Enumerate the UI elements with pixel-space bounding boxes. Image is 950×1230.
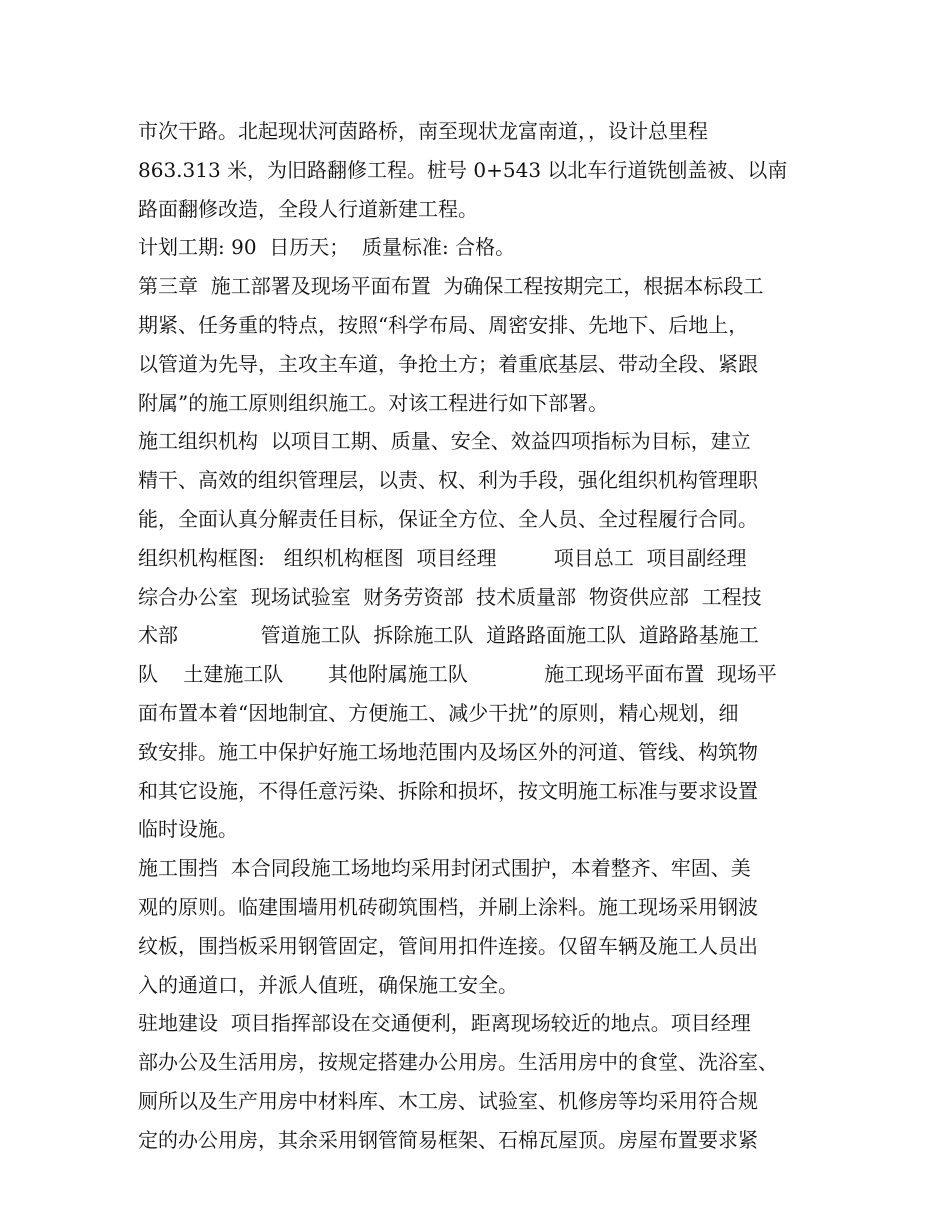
text-line-10: 精干、高效的组织管理层，以责、权、利为手段，强化组织机构管理职 xyxy=(138,468,758,493)
text-line-26: 厕所以及生产用房中材料库、木工房、试验室、机修房等均采用符合规 xyxy=(138,1088,758,1113)
text-line-1: 市次干路。北起现状河茵路桥，南至现状龙富南道，，设计总里程 xyxy=(138,119,708,143)
text-line-13: 综合办公室 现场试验室 财务劳资部 技术质量部 物资供应部 工程技 xyxy=(138,584,762,609)
text-line-24: 驻地建设 项目指挥部设在交通便利，距离现场较近的地点。项目经理 xyxy=(138,1011,751,1036)
text-line-7: 以管道为先导，主攻主车道，争抢土方；着重底基层、带动全段、紧跟 xyxy=(138,351,758,376)
text-line-11: 能，全面认真分解责任目标，保证全方位、全人员、全过程履行合同。 xyxy=(138,506,758,531)
text-line-21: 观的原则。临建围墙用机砖砌筑围档，并刷上涂料。施工现场采用钢波 xyxy=(138,894,758,919)
text-line-18: 和其它设施，不得任意污染、拆除和损坏，按文明施工标准与要求设置 xyxy=(138,778,758,803)
body-text xyxy=(138,112,818,1160)
text-line-14: 术部 管道施工队 拆除施工队 道路路面施工队 道路路基施工 xyxy=(138,623,759,648)
text-line-8: 附属”的施工原则组织施工。对该工程进行如下部署。 xyxy=(138,390,609,415)
text-line-12: 组织机构框图: 组织机构框图 项目经理 项目总工 项目副经理 xyxy=(138,545,747,570)
text-line-17: 致安排。施工中保护好施工场地范围内及场区外的河道、管线、构筑物 xyxy=(138,739,758,764)
text-line-25: 部办公及生活用房，按规定搭建办公用房。生活用房中的食堂、洗浴室、 xyxy=(138,1050,778,1075)
text-line-27: 定的办公用房，其余采用钢管简易框架、石棉瓦屋顶。房屋布置要求紧 xyxy=(138,1127,758,1152)
text-line-15: 队 土建施工队 其他附属施工队 施工现场平面布置 现场平 xyxy=(138,662,777,687)
text-line-16: 面布置本着“因地制宜、方便施工、减少干扰”的原则，精心规划，细 xyxy=(138,700,739,725)
text-line-2: 863.313 米，为旧路翻修工程。桩号 0+543 以北车行道铣刨盖被、以南 xyxy=(138,157,788,182)
text-line-23: 入的通道口，并派人值班，确保施工安全。 xyxy=(138,972,518,997)
text-line-19: 临时设施。 xyxy=(138,817,238,842)
text-line-6: 期紧、任务重的特点，按照“科学布局、周密安排、先地下、后地上， xyxy=(138,312,749,337)
text-line-20: 施工围挡 本合同段施工场地均采用封闭式围护，本着整齐、牢固、美 xyxy=(138,856,751,881)
text-line-9: 施工组织机构 以项目工期、质量、安全、效益四项指标为目标，建立 xyxy=(138,429,751,454)
text-line-3: 路面翻修改造，全段人行道新建工程。 xyxy=(138,196,478,221)
text-line-4: 计划工期: 90 日历天； 质量标准: 合格。 xyxy=(138,235,516,260)
text-line-5: 第三章 施工部署及现场平面布置 为确保工程按期完工，根据本标段工 xyxy=(138,274,764,299)
text-line-22: 纹板，围挡板采用钢管固定，管间用扣件连接。仅留车辆及施工人员出 xyxy=(138,933,758,958)
